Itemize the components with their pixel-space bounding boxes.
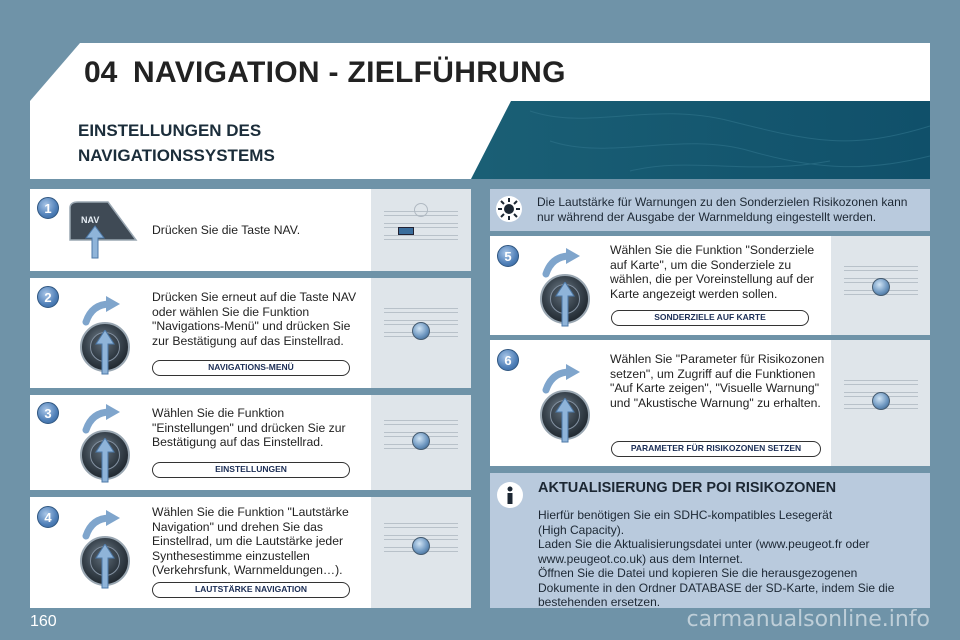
radio-unit-1 <box>378 203 464 259</box>
section-title-line2: NAVIGATIONSSYSTEMS <box>78 146 275 165</box>
info-line: Öffnen Sie die Datei und kopieren Sie die herausgezogenen <box>538 566 858 580</box>
step-3-badge: 3 <box>37 402 59 424</box>
info-icon <box>497 482 523 508</box>
radio-knob-highlight-icon <box>412 322 430 340</box>
radio-knob-highlight-icon <box>872 278 890 296</box>
section-title-line1: EINSTELLUNGEN DES <box>78 121 262 140</box>
radio-knob-highlight-icon <box>412 432 430 450</box>
menu-label-navigations-menu: NAVIGATIONS-MENÜ <box>152 360 350 376</box>
page-number: 160 <box>30 613 57 630</box>
info-line: Dokumente in den Ordner DATABASE der SD-Karte, indem Sie die <box>538 580 895 595</box>
press-arrow-icon <box>555 282 575 328</box>
step-1-text: Drücken Sie die Taste NAV. <box>152 223 301 237</box>
step-6-text: Wählen Sie "Parameter für Risikozonen setzen", um Zugriff auf die Funktionen "Auf Karte zeigen", "Visuelle Warnung" und "Akustische Warnung" zu erhalten. <box>610 352 825 410</box>
nav-button-label: NAV <box>81 215 100 225</box>
info-heading: AKTUALISIERUNG DER POI RISIKOZONEN <box>538 480 837 496</box>
step-2-text: Drücken Sie erneut auf die Taste NAV oder wählen Sie die Funktion "Navigations-Menü" und drücken Sie zur Bestätigung auf das Einstellrad. <box>152 290 357 348</box>
step-4-text: Wählen Sie die Funktion "Lautstärke Navigation" und drehen Sie das Einstellrad, um die Lautstärke jeder Synthesestimme einzustellen (Verkehrsfunk, Warnmeldungen…). <box>152 505 349 577</box>
radio-unit-3 <box>378 412 464 468</box>
menu-label-parameter-risikozonen: PARAMETER FÜR RISIKOZONEN SETZEN <box>611 441 821 457</box>
tip-text: Die Lautstärke für Warnungen zu den Sonderzielen Risikozonen kann nur während der Ausgabe der Warnmeldung eingestellt werden. <box>537 195 908 224</box>
watermark: carmanualsonline.info <box>686 607 930 632</box>
step-1-badge: 1 <box>37 197 59 219</box>
radio-unit-6 <box>838 372 924 428</box>
step-6-badge: 6 <box>497 349 519 371</box>
chapter-title: NAVIGATION - ZIELFÜHRUNG <box>133 56 566 89</box>
info-line: www.peugeot.co.uk) aus dem Internet. <box>538 551 743 566</box>
highlighted-key-icon <box>398 227 414 235</box>
radio-dial-icon <box>414 203 428 217</box>
info-line: Hierfür benötigen Sie ein SDHC-kompatibles Lesegerät <box>538 508 833 522</box>
info-line: bestehenden ersetzen. <box>538 595 661 609</box>
radio-unit-4 <box>378 515 464 571</box>
step-5-text: Wählen Sie die Funktion "Sonderziele auf Karte", um die Sonderziele zu wählen, die per Voreinstellung auf der Karte angezeigt werden sollen. <box>610 243 815 301</box>
radio-knob-highlight-icon <box>412 537 430 555</box>
chapter-number: 04 <box>84 56 118 89</box>
radio-knob-highlight-icon <box>872 392 890 410</box>
radio-unit-5 <box>838 258 924 314</box>
section-title <box>78 118 275 168</box>
info-line: Laden Sie die Aktualisierungsdatei unter (www.peugeot.fr oder <box>538 537 870 551</box>
info-line: (High Capacity). <box>538 522 625 537</box>
press-arrow-icon <box>95 330 115 376</box>
step-2-badge: 2 <box>37 286 59 308</box>
press-arrow-icon <box>555 398 575 444</box>
radio-unit-2 <box>378 300 464 356</box>
sun-tip-icon <box>496 196 522 222</box>
subtitle-slant <box>471 101 511 179</box>
info-body <box>538 508 923 610</box>
step-3-text: Wählen Sie die Funktion "Einstellungen" und drücken Sie zur Bestätigung auf das Einstellrad. <box>152 406 346 449</box>
menu-label-lautstaerke-navigation: LAUTSTÄRKE NAVIGATION <box>152 582 350 598</box>
press-arrow-icon <box>95 438 115 484</box>
menu-label-sonderziele-auf-karte: SONDERZIELE AUF KARTE <box>611 310 809 326</box>
step-4-badge: 4 <box>37 506 59 528</box>
press-arrow-icon <box>95 544 115 590</box>
banner-notch <box>30 43 80 101</box>
step-5-badge: 5 <box>497 245 519 267</box>
menu-label-einstellungen: EINSTELLUNGEN <box>152 462 350 478</box>
nav-button-icon <box>68 200 138 260</box>
